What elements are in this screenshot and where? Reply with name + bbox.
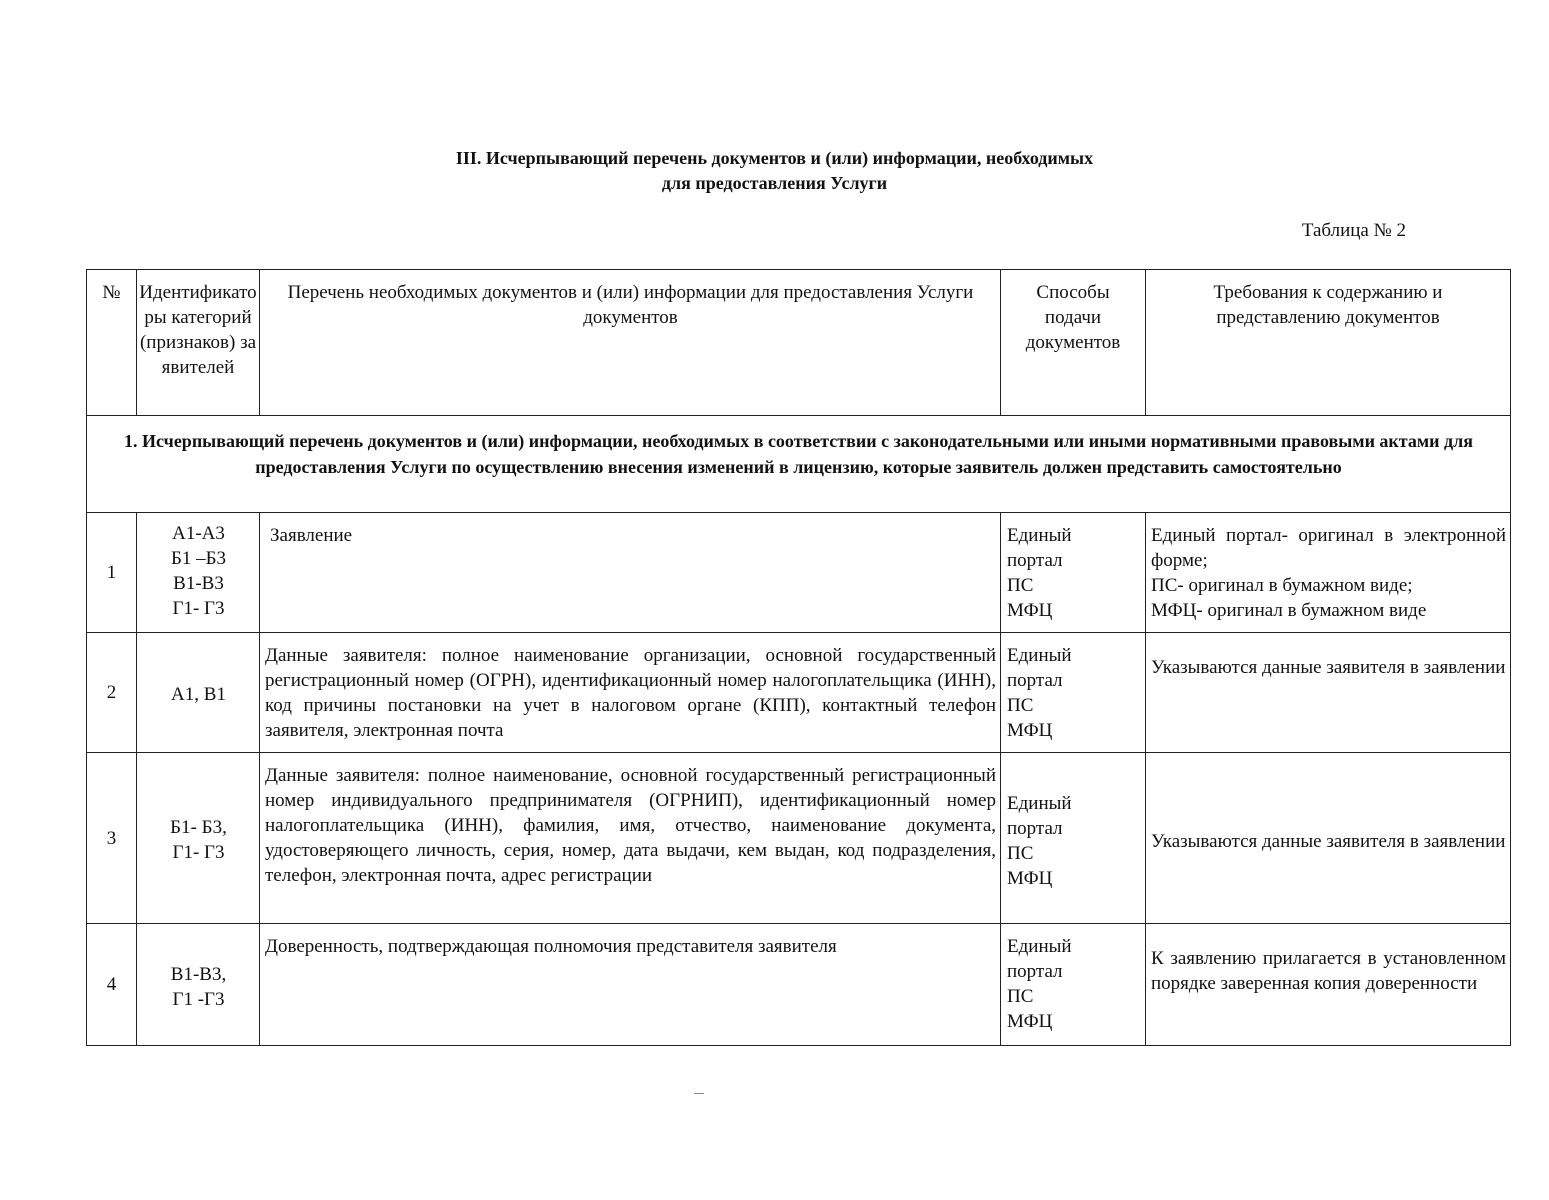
requirement: Единый портал- оригинал в электронной форме;	[1151, 525, 1506, 571]
table-row	[87, 633, 1511, 753]
way-item: портал	[1007, 961, 1063, 982]
identifier: Г1 -Г3	[172, 988, 225, 1010]
section-row	[87, 416, 1511, 513]
row-number: 4	[87, 924, 137, 1046]
table-label: Таблица № 2	[1301, 220, 1406, 241]
header-ident: Идентификаторы категорий (признаков) заявителей	[137, 270, 260, 416]
identifier: Б1- Б3,	[170, 817, 227, 838]
requirement: К заявлению прилагается в установленном порядке заверенная копия доверенности	[1151, 948, 1506, 994]
page-mark	[694, 1093, 704, 1094]
identifier: Г1- Г3	[172, 842, 225, 863]
header-row	[87, 270, 1511, 416]
identifier: В1-В3	[173, 573, 224, 594]
way-item: Единый	[1007, 793, 1072, 814]
requirement: Указываются данные заявителя в заявлении	[1151, 830, 1506, 852]
way-item: ПС	[1007, 695, 1034, 716]
identifier: Б1 –Б3	[170, 548, 227, 569]
way-item: МФЦ	[1007, 1011, 1053, 1032]
row-requirements	[1146, 753, 1511, 924]
row-requirements	[1146, 513, 1511, 633]
row-number: 2	[87, 633, 137, 753]
title-line-2: для предоставления Услуги	[661, 173, 888, 193]
row-identifiers	[137, 633, 260, 753]
requirement: ПС- оригинал в бумажном виде;	[1151, 575, 1413, 596]
way-item: портал	[1007, 550, 1063, 571]
header-ways: Способы подачи документов	[1001, 270, 1146, 416]
header-reqs: Требования к содержанию и представлению документов	[1146, 270, 1511, 416]
table-row	[87, 753, 1511, 924]
row-ways	[1001, 924, 1146, 1046]
row-identifiers	[137, 924, 260, 1046]
way-item: МФЦ	[1007, 720, 1053, 741]
row-document: Заявление	[260, 513, 1001, 633]
row-identifiers	[137, 513, 260, 633]
way-item: Единый	[1007, 936, 1072, 957]
row-document: Данные заявителя: полное наименование, основной государственный регистрационный номер индивидуального предпринимателя (ОГРНИП), идентификационный номер налогоплательщика (ИНН), фамилия, имя, отчество, наименование документа, удостоверяющего личность, серия, номер, дата выдачи, кем выдан, код подразделения, телефон, электронная почта, адрес регистрации	[260, 753, 1001, 924]
requirement: Указываются данные заявителя в заявлении	[1151, 657, 1506, 678]
title-line-1: III. Исчерпывающий перечень документов и (или) информации, необходимых	[455, 148, 1094, 168]
way-item: ПС	[1007, 575, 1034, 596]
row-number: 3	[87, 753, 137, 924]
header-num: №	[87, 270, 137, 416]
identifier: В1-В3,	[170, 963, 227, 985]
way-item: ПС	[1007, 986, 1034, 1007]
way-item: портал	[1007, 818, 1063, 839]
section-title: 1. Исчерпывающий перечень документов и (или) информации, необходимых в соответствии с законодательными или иными нормативными правовыми актами для предоставления Услуги по осуществлению внесения изменений в лицензию, которые заявитель должен представить самостоятельно	[87, 416, 1511, 513]
identifier: А1, В1	[171, 684, 226, 705]
row-ways	[1001, 633, 1146, 753]
page-title	[0, 146, 1549, 196]
way-item: ПС	[1007, 843, 1034, 864]
header-docs: Перечень необходимых документов и (или) информации для предоставления Услуги документов	[260, 270, 1001, 416]
row-requirements	[1146, 924, 1511, 1046]
identifier: А1-А3	[172, 523, 225, 544]
row-ways	[1001, 513, 1146, 633]
row-identifiers	[137, 753, 260, 924]
row-requirements	[1146, 633, 1511, 753]
way-item: Единый	[1007, 645, 1072, 666]
row-document: Данные заявителя: полное наименование организации, основной государственный регистрационный номер (ОГРН), идентификационный номер налогоплательщика (ИНН), код причины постановки на учет в налоговом органе (КПП), контактный телефон заявителя, электронная почта	[260, 633, 1001, 753]
row-ways	[1001, 753, 1146, 924]
way-item: МФЦ	[1007, 868, 1053, 889]
row-number: 1	[87, 513, 137, 633]
table-row	[87, 924, 1511, 1046]
documents-table	[86, 269, 1511, 1046]
requirement: МФЦ- оригинал в бумажном виде	[1151, 600, 1427, 621]
identifier: Г1- Г3	[172, 598, 225, 619]
way-item: Единый	[1007, 525, 1072, 546]
way-item: МФЦ	[1007, 600, 1053, 621]
table-row	[87, 513, 1511, 633]
row-document: Доверенность, подтверждающая полномочия представителя заявителя	[260, 924, 1001, 1046]
way-item: портал	[1007, 670, 1063, 691]
